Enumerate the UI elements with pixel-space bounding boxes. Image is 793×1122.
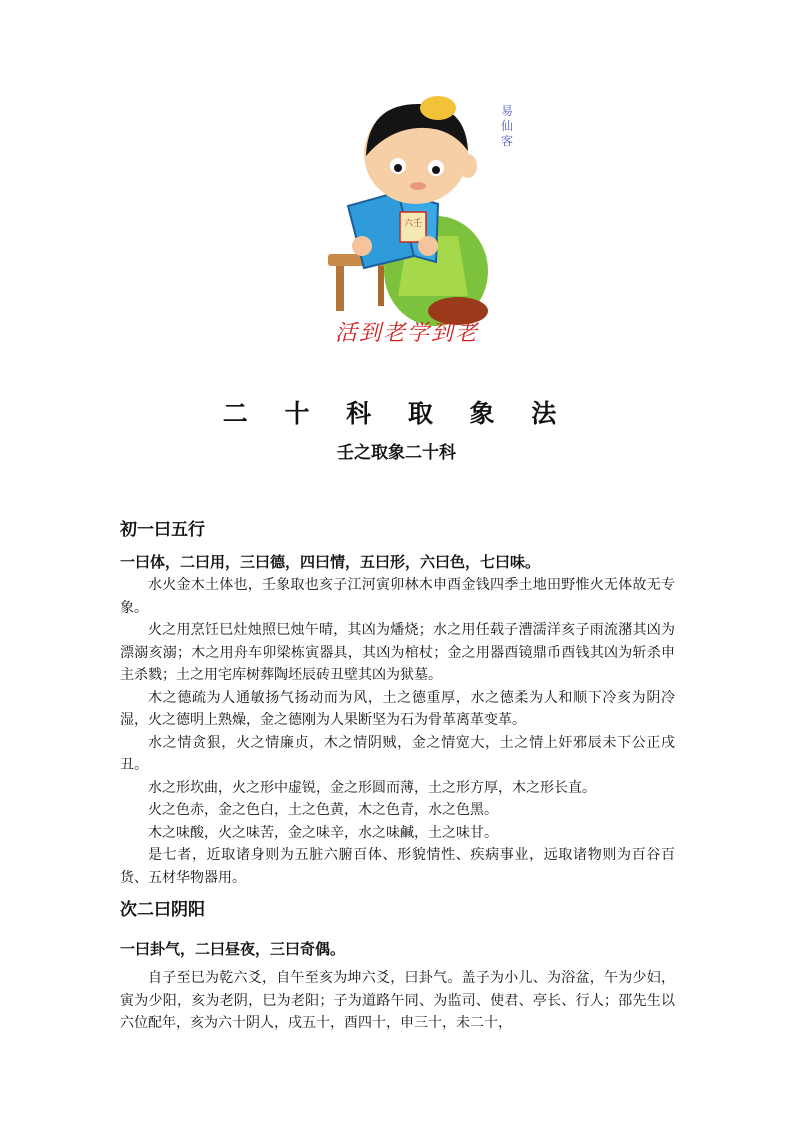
paragraph: 火之色赤，金之色白，土之色黄，木之色青，水之色黑。: [148, 802, 498, 818]
document-body: [120, 517, 675, 1035]
cartoon-boy-reading-illustration: [318, 96, 518, 351]
section-heading: 初一曰五行: [120, 520, 205, 540]
vertical-brand-mark: 易 仙 客: [500, 104, 513, 148]
page-subtitle: 壬之取象二十科: [337, 443, 456, 463]
paragraph: 自子至巳为乾六爻，自午至亥为坤六爻，曰卦气。盖子为小儿、为浴盆，午为少妇，寅为少阳，亥为老阴，巳为老阳；子为道路午同、为监司、使君、亭长、行人；邵先生以六位配年，亥为六十阴人，戌五十，酉四十，申三十，未二十，: [120, 970, 675, 1031]
paragraph: 是七者，近取诸身则为五脏六腑百体、形貌情性、疾病事业，远取诸物则为百谷百货、五材华物器用。: [120, 847, 675, 886]
paragraph: 水火金木土体也，壬象取也亥子江河寅卯林木申酉金钱四季土地田野惟火无体故无专象。: [120, 577, 675, 616]
section-wuxing: [120, 517, 675, 889]
section-heading: 次二曰阴阳: [120, 900, 205, 920]
section-subheading: 一曰体，二曰用，三曰德，四曰情，五曰形，六曰色，七曰味。: [120, 553, 541, 571]
page-title: 二 十 科 取 象 法: [222, 399, 571, 428]
paragraph: 水之形坎曲，火之形中虚锐，金之形圆而薄，土之形方厚，木之形长直。: [148, 779, 596, 796]
paragraph: 木之味酸，火之味苦，金之味辛，水之味鹹，土之味甘。: [148, 824, 498, 841]
section-yinyang: [120, 897, 675, 1035]
paragraph: 火之用烹饪巳灶烛照巳烛午晴，其凶为燔烧；水之用任载子漕濡洋亥子雨流潴其凶为漂溺亥溺；木之用舟车卯梁栋寅器具，其凶为棺杖；金之用器酉镜鼎币酉钱其凶为斩杀申主杀戮；土之用宅库树葬陶坯辰砖丑壁其凶为狱墓。: [120, 622, 675, 683]
paragraph: 木之德疏为人通敏扬气扬动而为风，土之德重厚，水之德柔为人和顺下冷亥为阴冷湿，火之德明上熟燥，金之德刚为人果断坚为石为骨革离革变革。: [120, 689, 675, 728]
section-subheading: 一曰卦气，二曰昼夜，三曰奇偶。: [120, 940, 346, 958]
book-label: 六壬: [403, 219, 423, 229]
paragraph: 水之情贪狠，火之情廉贞，木之情阴贼，金之情宽大，土之情上奸邪辰未下公正戌丑。: [120, 734, 675, 773]
slogan-text: 活到老学到老: [334, 321, 479, 346]
